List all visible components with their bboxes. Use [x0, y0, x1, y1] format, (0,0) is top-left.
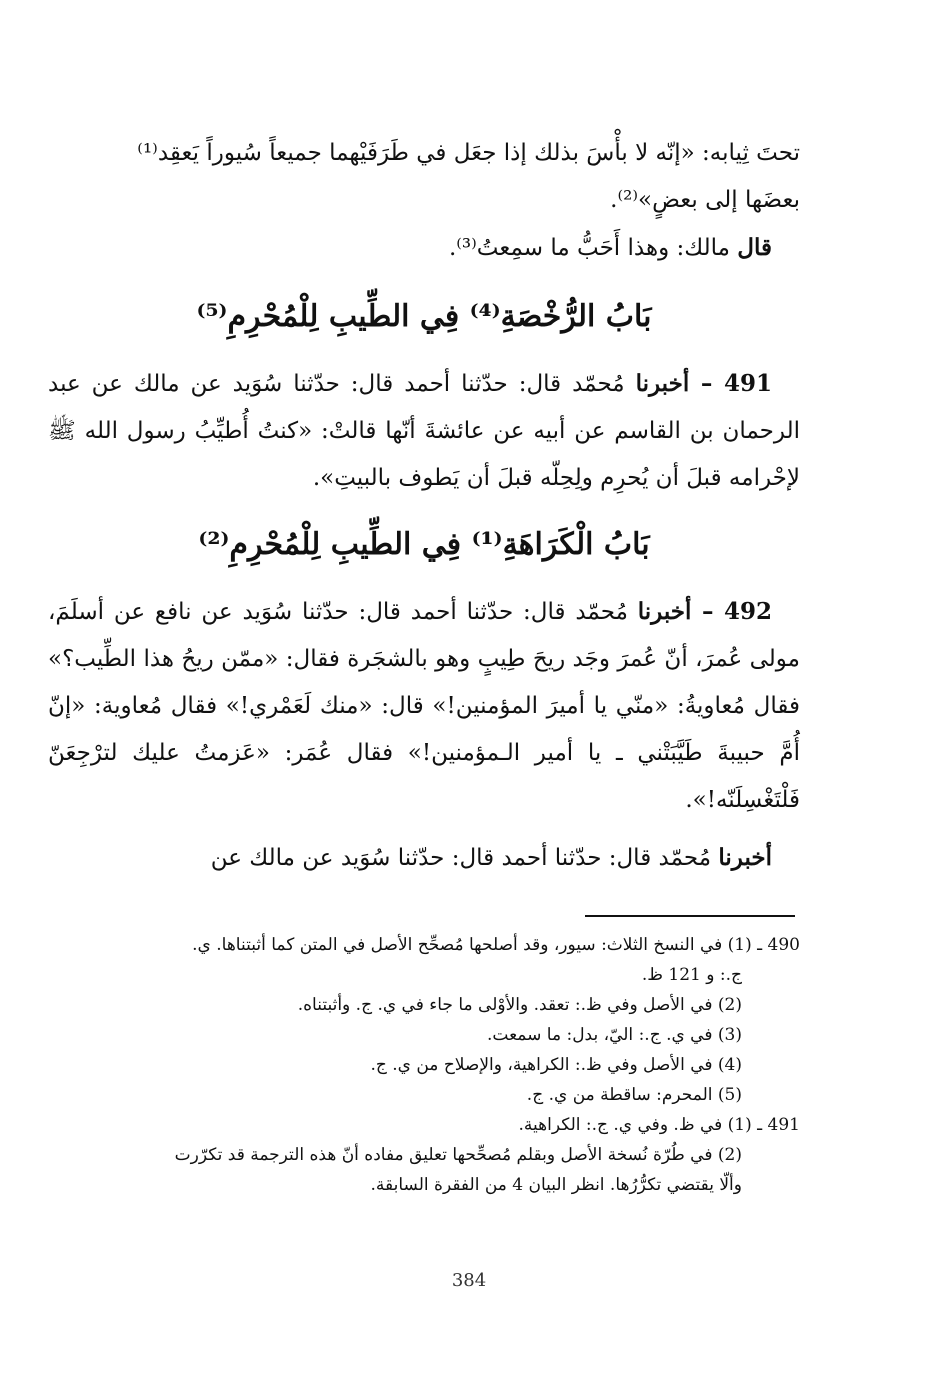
akhbarana-493: أخبرنا: [718, 844, 772, 871]
hadith-number-491: 491 –: [689, 370, 772, 397]
p1-line2: بعضَها إلى بعضٍ»⁽²⁾.: [610, 187, 800, 213]
qal-bold: قال: [737, 234, 772, 261]
footnote-491-2: (2) في طُرّة نُسخة الأصل وبقلم مُصحِّحها تعليق مفاده أنّ هذه الترجمة قد تكرّرت: [174, 1145, 742, 1165]
akhbarana-491: أخبرنا: [635, 370, 690, 397]
footnote-491-2-cont: وألّا يقتضي تكرُّرُها. انظر البيان 4 من الفقرة السابقة.: [370, 1175, 742, 1195]
footnote-491-1: 491 ـ (1) في ظ. وفي ي. ج.: الكراهية.: [518, 1115, 800, 1135]
section-heading-rukhsa: بَابُ الرُّخْصَةِ⁽⁴⁾ فِي الطِّيبِ لِلْمُحْرِمِ⁽⁵⁾: [196, 299, 652, 334]
akhbarana-492: أخبرنا: [637, 598, 692, 625]
footnote-divider: [585, 915, 795, 917]
footnote-490-1-cont: ج.: و 121 ظ.: [641, 965, 742, 985]
footnote-490-4: (4) في الأصل وفي ظ.: الكراهية، والإصلاح من ي. ج.: [370, 1055, 742, 1075]
paragraph-491: [48, 360, 800, 502]
paragraph-493-start: [48, 834, 800, 882]
hadith-492-text: مُحمّد قال: حدّثنا أحمد قال: حدّثنا سُوَيد عن نافع عن أسلَمَ، مولى عُمرَ، أنّ عُمرَ وجَد ريحَ طِيبٍ وهو بالشجَرة فقال: «ممّن ريحُ هذا الطِّيب؟» فقال مُعاويةُ: «منّي يا أميرَ المؤمنين!» قال: «منك لَعَمْري!» فقال مُعاوية: «إنّ أُمَّ حبيبةَ طَيَّبَتْني ـ يا أمير الـمؤمنين!» فقال عُمَر: «عَزمتُ عليك لترْجِعَنّ فَلْتَغْسِلَنّه!».: [48, 599, 800, 813]
paragraph-492: [48, 588, 800, 824]
paragraph-malik: [48, 224, 800, 272]
hadith-number-492: 492 –: [691, 598, 773, 625]
page-number: 384: [451, 1270, 487, 1291]
paragraph-490-continuation: [48, 130, 800, 224]
hadith-491-text: مُحمّد قال: حدّثنا أحمد قال: حدّثنا سُوَيد عن مالك عن عبد الرحمان بن القاسم عن أبيه عن عائشةَ أنّها قالتْ: «كنتُ أُطيِّبُ رسول الله ﷺ لإحْرامه قبلَ أن يُحرِم ولِحِلّه قبلَ أن يَطوف بالبيتِ».: [48, 371, 800, 491]
malik-text: مالك: وهذا أَحَبُّ ما سمِعتُ⁽³⁾.: [448, 235, 738, 261]
footnote-490-5: (5) المحرم: ساقطة من ي. ج.: [526, 1085, 742, 1105]
footnote-490-3: (3) في ي. ج.: اليّ، بدل: ما سمعت.: [487, 1025, 742, 1045]
footnote-490-1: 490 ـ (1) في النسخ الثلاث: سيور، وقد أصلحها مُصحِّح الأصل في المتن كما أثبتناها. ي.: [192, 935, 800, 955]
section-heading-karaha: بَابُ الْكَرَاهَةِ⁽¹⁾ فِي الطِّيبِ لِلْمُحْرِمِ⁽²⁾: [198, 527, 650, 562]
main-text: [48, 130, 800, 882]
footnote-490-2: (2) في الأصل وفي ظ.: تعقد. والأوْلى ما جاء في ي. ج. وأثبتناه.: [297, 995, 742, 1015]
footnotes: [70, 930, 800, 1200]
hadith-493-text: مُحمّد قال: حدّثنا أحمد قال: حدّثنا سُوَيد عن مالك عن: [210, 845, 719, 871]
p1-line1: تحتَ ثِيابه: «إنّه لا بأْسَ بذلك إذا جعَل في طَرَفَيْهما جميعاً سُيوراً يَعقِد⁽¹⁾: [137, 140, 800, 166]
